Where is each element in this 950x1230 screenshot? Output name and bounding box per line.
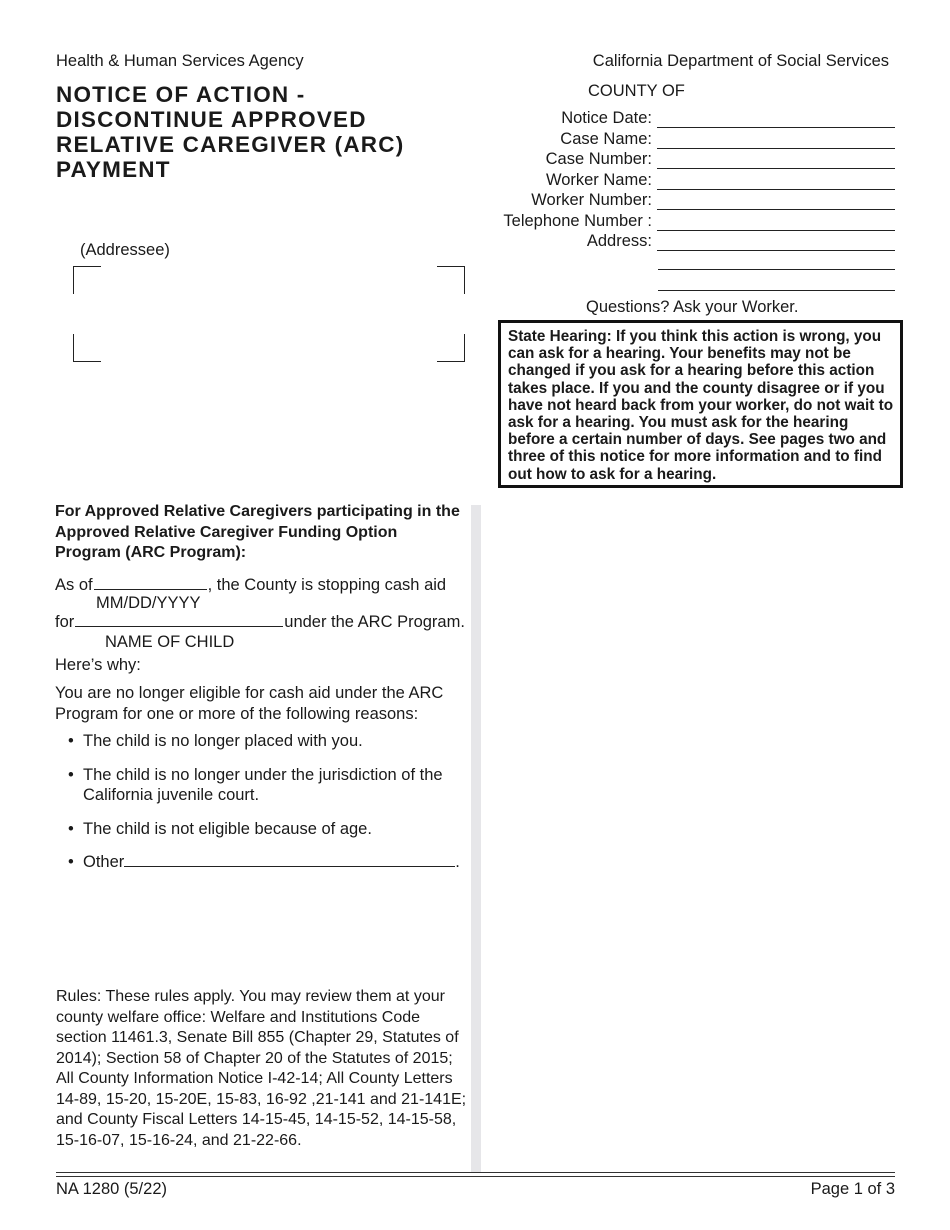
department-name: California Department of Social Services (592, 52, 889, 70)
case-number-line[interactable] (657, 151, 895, 169)
worker-name-label: Worker Name: (545, 171, 652, 189)
reason-list (68, 731, 468, 873)
notice-date-label: Notice Date: (561, 109, 652, 127)
page-title: NOTICE OF ACTION - DISCONTINUE APPROVED RELATIVE CAREGIVER (ARC) PAYMENT (56, 82, 405, 182)
telephone-label: Telephone Number : (503, 212, 652, 230)
county-label: COUNTY OF (588, 82, 685, 100)
footer-rule-2 (56, 1176, 895, 1177)
case-number-label: Case Number: (545, 150, 652, 168)
address-window-top-left-corner (73, 266, 101, 294)
address-window-bottom-left-corner (73, 334, 101, 362)
child-name-blank[interactable] (75, 612, 283, 627)
notice-date-line[interactable] (657, 110, 895, 128)
date-format-hint: MM/DD/YYYY (96, 594, 201, 612)
address-field[interactable] (470, 231, 895, 251)
as-of-line (55, 575, 446, 595)
reason-text: The child is no longer placed with you. (83, 732, 363, 750)
addressee-label: (Addressee) (80, 241, 170, 259)
address-window-bottom-right-corner (437, 334, 465, 362)
questions-note: Questions? Ask your Worker. (586, 298, 799, 316)
worker-name-field[interactable] (470, 170, 895, 190)
stopping-text: , the County is stopping cash aid (207, 576, 447, 594)
for-child-line (55, 612, 465, 632)
state-hearing-box: State Hearing: If you think this action is wrong, you can ask for a hearing. Your benefits may not be changed if you ask for a hearing before this action takes place. If you and the county disagree or if you have not heard back from your worker, do not wait to ask for a hearing. You must ask for the hearing before a certain number of days. See pages two and three of this notice for more information and to find out how to ask for a hearing. (498, 320, 903, 488)
under-arc-text: under the ARC Program. (284, 613, 465, 631)
form-number: NA 1280 (5/22) (56, 1180, 167, 1198)
footer-rule (56, 1172, 895, 1173)
address-line[interactable] (657, 233, 895, 251)
reason-item (68, 819, 468, 840)
reason-item (68, 765, 468, 806)
page-number: Page 1 of 3 (810, 1180, 895, 1198)
date-blank[interactable] (94, 575, 207, 590)
child-name-hint: NAME OF CHILD (105, 633, 235, 651)
reason-item (68, 731, 468, 752)
reason-text: The child is no longer under the jurisdiction of the California juvenile court. (83, 765, 443, 804)
case-name-label: Case Name: (560, 130, 652, 148)
notice-date-field[interactable] (470, 108, 895, 128)
case-name-line[interactable] (657, 131, 895, 149)
agency-name: Health & Human Services Agency (56, 52, 304, 70)
rules-paragraph: Rules: These rules apply. You may review them at your county welfare office: Welfare and Institutions Code section 11461.3, Senate Bill 855 (Chapter 29, Statutes of 2014); Section 58 of Chapter 20 of the Statutes of 2015; All County Information Notice I-42-14; All County Letters 14-89, 15-20, 15-20E, 15-83, 16-92 ,21-141 and 21-141E; and County Fiscal Letters 14-15-45, 14-15-52, 14-15-58, 15-16-07, 15-16-24, and 21-22-66. (56, 988, 467, 1149)
heres-why: Here’s why: (55, 656, 141, 674)
address-line-3[interactable] (658, 273, 895, 291)
telephone-field[interactable] (470, 211, 895, 231)
other-period: . (455, 853, 460, 871)
eligibility-statement: You are no longer eligible for cash aid under the ARC Program for one or more of the following reasons: (55, 684, 444, 723)
as-of-text: As of (55, 576, 93, 594)
case-name-field[interactable] (470, 129, 895, 149)
reason-text: The child is not eligible because of age. (83, 819, 372, 838)
worker-number-label: Worker Number: (531, 191, 652, 209)
for-text: for (55, 613, 75, 631)
case-number-field[interactable] (470, 149, 895, 169)
reason-item-other (68, 852, 468, 873)
program-intro: For Approved Relative Caregivers participating in the Approved Relative Caregiver Funding Option Program (ARC Program): (55, 503, 460, 561)
address-window-top-right-corner (437, 266, 465, 294)
worker-number-line[interactable] (657, 192, 895, 210)
worker-number-field[interactable] (470, 190, 895, 210)
address-label: Address: (586, 232, 652, 250)
telephone-line[interactable] (657, 213, 895, 231)
worker-name-line[interactable] (657, 172, 895, 190)
address-line-2[interactable] (658, 252, 895, 270)
column-divider (471, 505, 481, 1173)
other-reason-blank[interactable] (124, 852, 455, 867)
reason-other-label: Other (83, 853, 125, 871)
